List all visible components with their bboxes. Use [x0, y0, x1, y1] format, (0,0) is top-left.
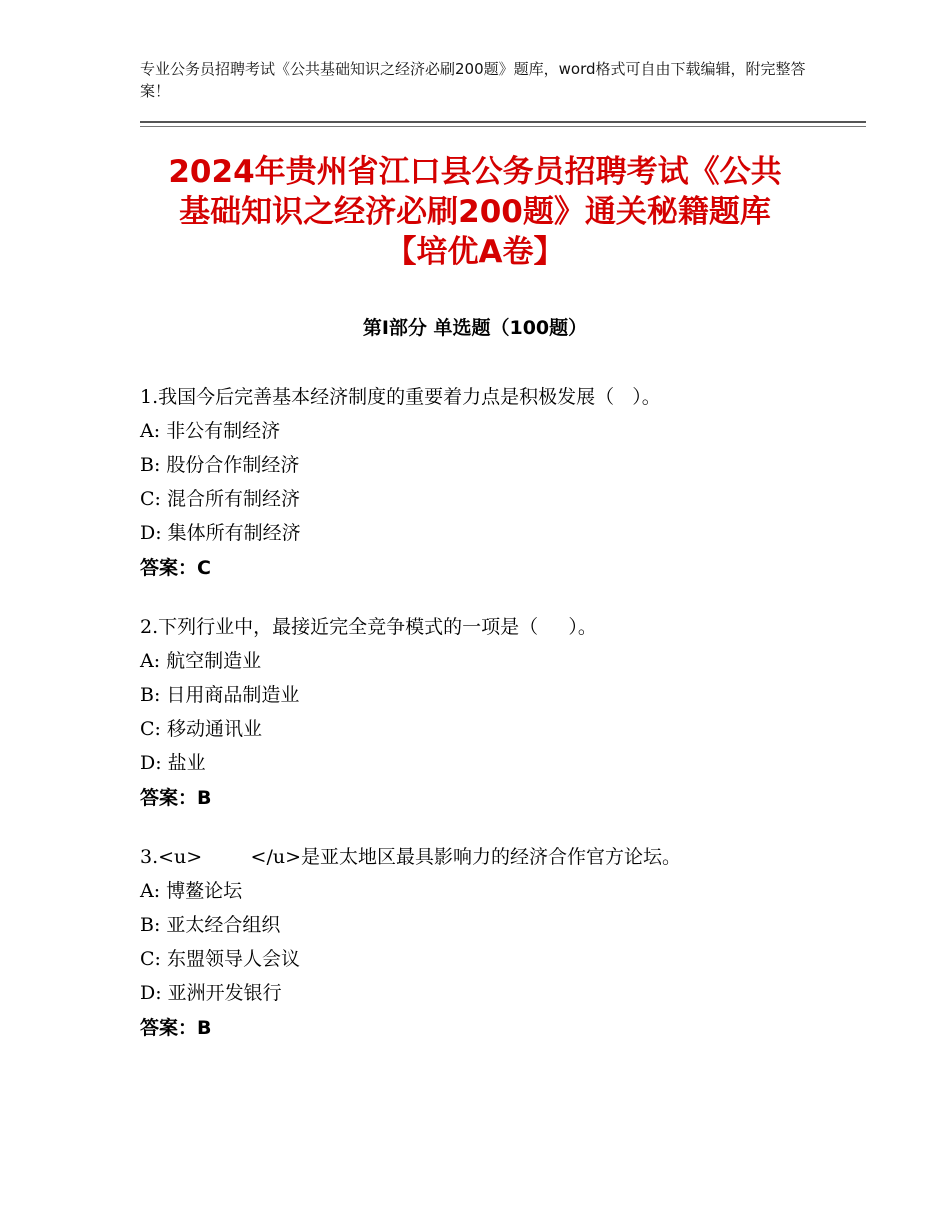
answer: 答案：B — [140, 1017, 212, 1039]
title-line-3: 【培优A卷】 — [385, 234, 565, 270]
header-rule-thin — [140, 126, 866, 127]
question-stem: 1.我国今后完善基本经济制度的重要着力点是积极发展（ ）。 — [140, 386, 661, 408]
option-b: B: 股份合作制经济 — [140, 454, 300, 476]
question-list — [140, 380, 860, 1070]
document-title — [120, 152, 830, 272]
option-a: A: 非公有制经济 — [140, 420, 281, 442]
option-d: D: 亚洲开发银行 — [140, 982, 282, 1004]
header-note: 专业公务员招聘考试《公共基础知识之经济必刷200题》题库，word格式可自由下载编辑，附完整答案！ — [140, 60, 806, 100]
option-c: C: 移动通讯业 — [140, 718, 262, 740]
option-c: C: 东盟领导人会议 — [140, 948, 300, 970]
option-b: B: 亚太经合组织 — [140, 914, 281, 936]
answer: 答案：B — [140, 787, 212, 809]
section-title: 第Ⅰ部分 单选题（100题） — [362, 317, 588, 339]
question-stem: 3.<u> </u>是亚太地区最具影响力的经济合作官方论坛。 — [140, 846, 682, 868]
option-b: B: 日用商品制造业 — [140, 684, 300, 706]
question-stem: 2.下列行业中，最接近完全竞争模式的一项是（ ）。 — [140, 616, 597, 638]
question-3 — [140, 840, 860, 1046]
option-d: D: 集体所有制经济 — [140, 522, 301, 544]
header-rule-thick — [140, 121, 866, 123]
option-c: C: 混合所有制经济 — [140, 488, 300, 510]
option-a: A: 博鳌论坛 — [140, 880, 243, 902]
option-a: A: 航空制造业 — [140, 650, 262, 672]
option-d: D: 盐业 — [140, 752, 206, 774]
question-1 — [140, 380, 860, 586]
question-2 — [140, 610, 860, 816]
answer: 答案：C — [140, 557, 211, 579]
title-line-2: 基础知识之经济必刷200题》通关秘籍题库 — [179, 194, 771, 230]
title-line-1: 2024年贵州省江口县公务员招聘考试《公共 — [168, 154, 782, 190]
